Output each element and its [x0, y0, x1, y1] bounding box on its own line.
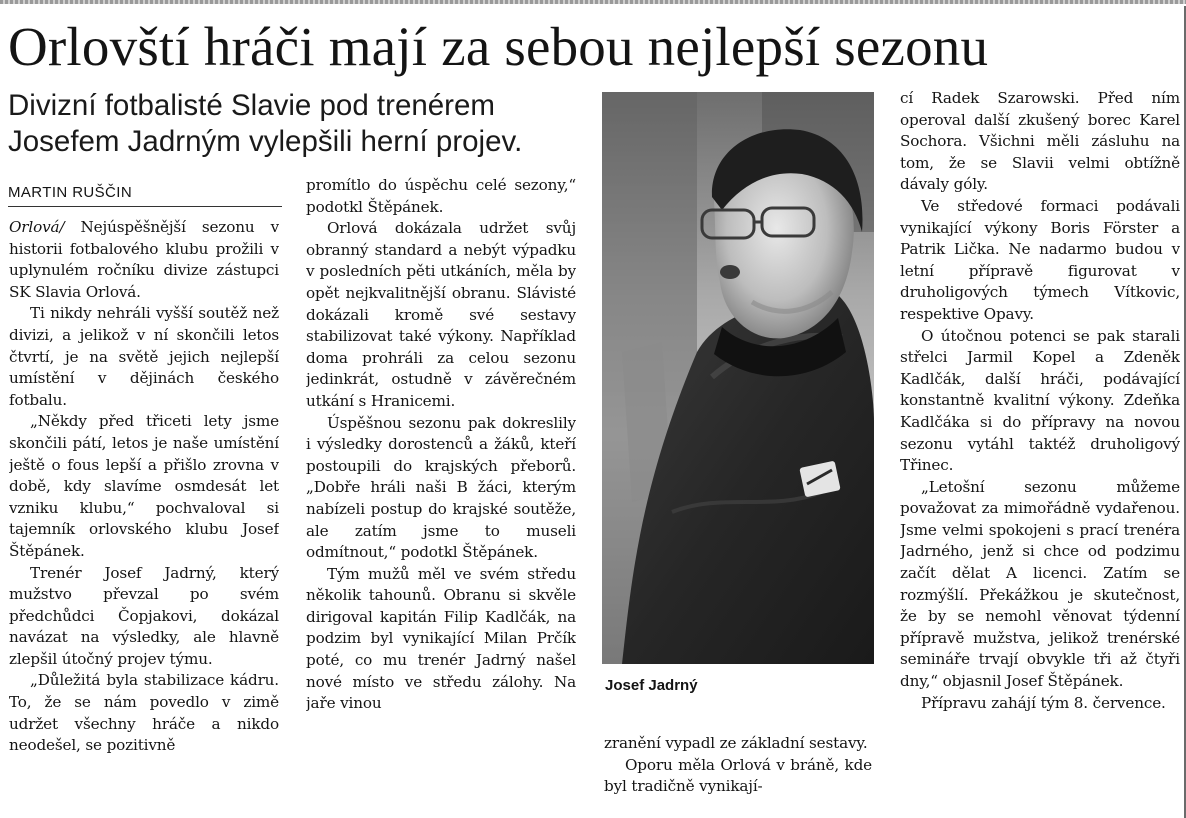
paragraph: „Letošní sezonu můžeme považovat za mimořádně vydařenou. Jsme velmi spokojeni s prací trenéra Jadrného, jenž si chce od podzimu začít dělat A licenci. Zatím se rozmýšlí. Překážkou je skutečnost, že by se nemohl věnovat týdenní přípravě mužstva, jelikož trenérské semináře trvají obvykle tři až čtyři dny,“ objasnil Josef Štěpánek. [900, 477, 1180, 691]
subheadline-line: Josefem Jadrným vylepšili herní projev. [8, 125, 523, 158]
paragraph: Ti nikdy nehráli vyšší soutěž než divizi, a jelikož v ní skončili letos čtvrtí, je na světě jejich nejlepší umístění v dějinách českého fotbalu. [9, 304, 279, 409]
subheadline-line: Divizní fotbalisté Slavie pod trenérem [8, 89, 495, 122]
paragraph: zranění vypadl ze základní sestavy. [604, 734, 868, 752]
paragraph: Přípravu zahájí tým 8. července. [921, 693, 1166, 712]
dateline: Orlová/ [9, 218, 65, 236]
paragraph: Oporu měla Orlová v bráně, kde byl tradičně vynikají- [604, 755, 872, 796]
paragraph-text: Nejúspěšnější sezonu v historii fotbalového klubu prožili v uplynulém ročníku divize zástupci SK Slavia Orlová. [9, 218, 279, 301]
headline: Orlovští hráči mají za sebou nejlepší sezonu [8, 16, 989, 77]
photo-caption: Josef Jadrný [605, 677, 698, 694]
article-column-4 [900, 88, 1180, 818]
paragraph: „Důležitá byla stabilizace kádru. To, že se nám povedlo v zimě udržet všechny hráče a nikdo neodešel, se pozitivně [9, 671, 279, 755]
portrait-illustration [602, 92, 874, 664]
article-column-1 [9, 217, 279, 817]
paragraph: Tým mužů měl ve svém středu několik tahounů. Obranu si skvěle dirigoval kapitán Filip Kadlčák, na podzim byl vynikající Milan Prčík poté, co mu trenér Jadrný našel nové místo ve středu zálohy. Na jaře vinou [306, 564, 576, 713]
paragraph: Orlová dokázala udržet svůj obranný standard a nebýt výpadku v posledních pěti utkáních, měla by opět nejkvalitnější obranu. Slávisté dokázali kromě své sestavy stabilizovat také výkony. Například doma prohráli za celou sezonu jedinkrát, ostudně v závěrečném utkání s Hranicemi. [306, 219, 576, 410]
paragraph: Ve středové formaci podávali vynikající výkony Boris Förster a Patrik Lička. Ne nadarmo budou v letní přípravě figurovat v druholigových týmech Vítkovic, respektive Opavy. [900, 196, 1180, 323]
photo-josef-jadrny [602, 92, 874, 664]
paragraph: cí Radek Szarowski. Před ním operoval další zkušený borec Karel Sochora. Všichni měli zásluhu na tom, že se Slavii velmi obtížně dávaly góly. [900, 89, 1180, 194]
paragraph: promítlo do úspěchu celé sezony,“ podotkl Štěpánek. [306, 176, 576, 216]
article-column-2 [306, 175, 576, 818]
article-column-3 [604, 733, 872, 818]
paragraph: O útočnou potenci se pak starali střelci Jarmil Kopel a Zdeněk Kadlčák, další hráči, podávající konstantně kvalitní výkony. Zdeňka Kadlčáka si do přípravy na novou sezonu vytáhl taktéž druholigový Třinec. [900, 326, 1180, 475]
top-rule [0, 0, 1186, 4]
subheadline [8, 88, 588, 160]
paragraph [9, 217, 279, 303]
byline: MARTIN RUŠČIN [8, 183, 282, 207]
paragraph: Úspěšnou sezonu pak dokreslily i výsledky dorostenců a žáků, kteří postoupili do krajských přeborů. „Dobře hráli naši B žáci, kterým nabízeli postup do krajské soutěže, ale zatím jsme to museli odmítnout,“ podotkl Štěpánek. [306, 413, 576, 562]
paragraph: Trenér Josef Jadrný, který mužstvo převzal po svém předchůdci Čopjakovi, dokázal navázat na výsledky, ale hlavně zlepšil útočný projev týmu. [9, 563, 279, 668]
paragraph: „Někdy před třiceti lety jsme skončili pátí, letos je naše umístění ještě o fous lepší a přišlo zrovna v době, kdy slavíme osmdesát let vzniku klubu,“ pochvaloval si tajemník orlovského klubu Josef Štěpánek. [9, 412, 279, 560]
